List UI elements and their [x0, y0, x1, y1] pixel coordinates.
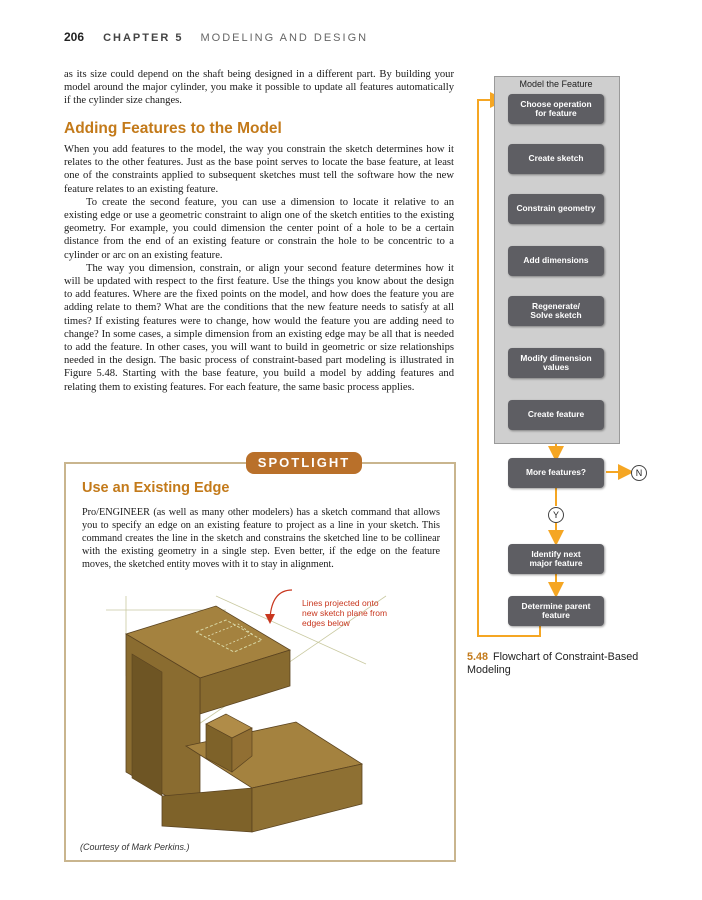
model-illustration	[66, 576, 454, 856]
intro-text: as its size could depend on the shaft being designed in a different part. By building your model around the major cylinder, you make it possible to update all features automatically if the cylinder size changes.	[64, 69, 454, 107]
chapter-title: MODELING AND DESIGN	[200, 32, 369, 44]
image-credit: (Courtesy of Mark Perkins.)	[80, 842, 190, 852]
column-recess	[132, 654, 162, 796]
step-constrain-geometry: Constrain geometry	[508, 194, 604, 224]
spotlight-box	[64, 462, 456, 862]
panel-title: Model the Feature	[519, 79, 593, 89]
decision-more-features: More features?	[508, 458, 604, 488]
figure-caption-text: Flowchart of Constraint-Based Modeling	[467, 651, 639, 676]
paragraph-3: The way you dimension, constrain, or align your second feature determines how it will be updated with respect to the first feature. Use the things you know about the design to add features. Where are the fixed points on the model, and how does the feature you are adding relate to them? What are the conditions that the new feature needs to satisfy at all times? If existing features were to change, how would the feature you are adding need to change? In some cases, a simple dimension from an existing edge may be all that is needed to add the feature. In other cases, you will want to build in geometric or size relationships needed in the design. The basic process of constraint-based part modeling is illustrated in Figure 5.48. Starting with the base feature, you build a model by adding features and relating them to existing features. For each feature, the same basic process applies.	[64, 262, 454, 393]
lines-projected-callout: Lines projected onto new sketch plane from edges below	[302, 598, 388, 628]
section-heading: Adding Features to the Model	[64, 120, 282, 137]
step-regenerate: Regenerate/ Solve sketch	[508, 296, 604, 326]
spotlight-tag: SPOTLIGHT	[246, 452, 362, 474]
step-create-feature: Create feature	[508, 400, 604, 430]
running-header	[64, 30, 368, 44]
spotlight-heading: Use an Existing Edge	[82, 480, 230, 496]
step-modify-dimension: Modify dimension values	[508, 348, 604, 378]
step-determine-parent: Determine parent feature	[508, 596, 604, 626]
base-slab-front	[162, 788, 252, 832]
step-create-sketch: Create sketch	[508, 144, 604, 174]
section-body	[64, 143, 454, 394]
paragraph-1: When you add features to the model, the way you constrain the sketch determines how it relates to the other features. Just as the base point serves to locate the base feature, at least one of the constraints applied to subsequent sketches must tell the software how the new feature relates to an existing feature.	[64, 144, 454, 195]
yes-marker: Y	[548, 507, 564, 523]
step-choose-operation: Choose operation for feature	[508, 94, 604, 124]
callout-arrow	[270, 590, 292, 618]
no-marker: N	[631, 465, 647, 481]
page-number: 206	[64, 30, 85, 44]
spotlight-text: Pro/ENGINEER (as well as many other modelers) has a sketch command that allows you to specify an edge on an existing feature to project as a line in your sketch. This command creates the line in the sketch and constrains the sketched line to be collinear with the existing geometry in a single step. Even better, if the edge on the feature moves, the sketched entity moves with it to stay in alignment.	[82, 507, 440, 570]
chapter-label: CHAPTER 5	[103, 32, 184, 44]
figure-caption	[467, 651, 647, 677]
intro-paragraph	[64, 68, 454, 108]
step-add-dimensions: Add dimensions	[508, 246, 604, 276]
figure-number: 5.48	[467, 651, 489, 663]
step-identify-next: Identify next major feature	[508, 544, 604, 574]
paragraph-2: To create the second feature, you can use a dimension to locate it relative to an existing edge or use a geometric constraint to align one of the sketch entities to the existing geometry. For example, you could dimension the center point of a hole to be a certain distance from the end of an existing feature or constrain the hole to be concentric to a cylinder or arc on an existing feature.	[64, 196, 454, 261]
